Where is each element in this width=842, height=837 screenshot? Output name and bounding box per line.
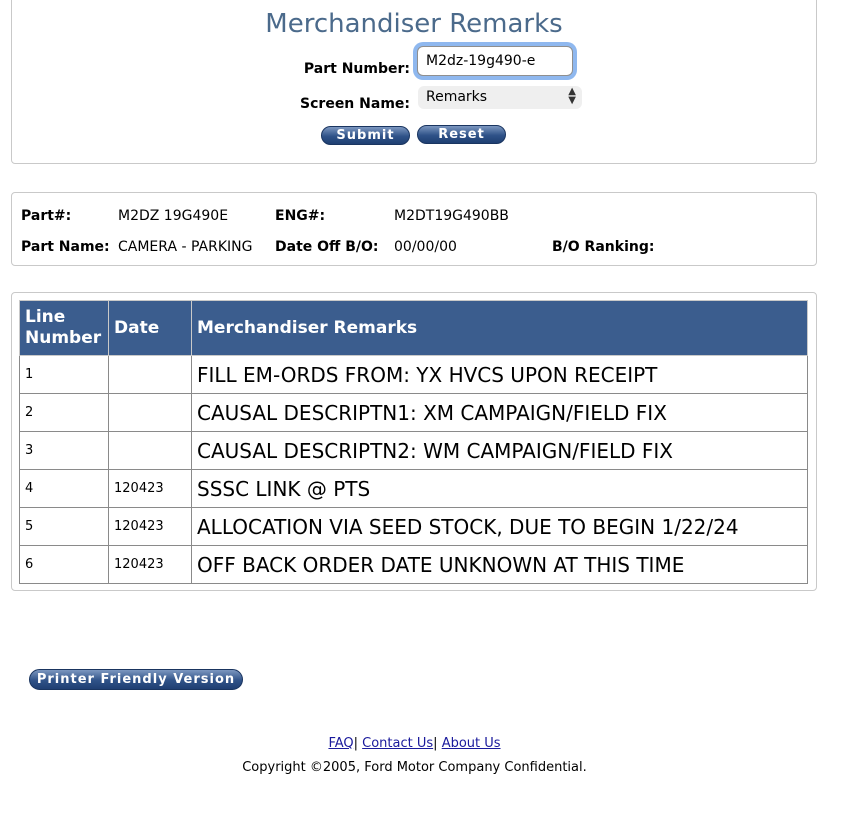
- screen-name-selected: Remarks: [426, 89, 488, 105]
- cell-date: [109, 432, 192, 470]
- cell-date: [109, 356, 192, 394]
- cell-line: 5: [20, 508, 109, 546]
- faq-link[interactable]: FAQ: [328, 736, 354, 751]
- footer-links: [0, 736, 829, 751]
- remarks-panel: [11, 292, 817, 591]
- contact-us-link[interactable]: Contact Us: [362, 736, 434, 751]
- part-summary-panel: [11, 192, 817, 266]
- cell-remark: CAUSAL DESCRIPTN2: WM CAMPAIGN/FIELD FIX: [192, 432, 808, 470]
- cell-line: 6: [20, 546, 109, 584]
- page-title: Merchandiser Remarks: [265, 9, 563, 39]
- date-off-bo-value: 00/00/00: [394, 239, 457, 255]
- copyright-text: Copyright ©2005, Ford Motor Company Confidential.: [242, 760, 587, 775]
- cell-remark: OFF BACK ORDER DATE UNKNOWN AT THIS TIME: [192, 546, 808, 584]
- cell-date: 120423: [109, 470, 192, 508]
- cell-remark: ALLOCATION VIA SEED STOCK, DUE TO BEGIN 1/22/24: [192, 508, 808, 546]
- table-row: [20, 508, 808, 546]
- part-label: Part#:: [21, 208, 72, 224]
- cell-line: 1: [20, 356, 109, 394]
- table-row: [20, 470, 808, 508]
- link-separator: |: [433, 736, 438, 751]
- part-number-input[interactable]: [417, 46, 573, 76]
- cell-line: 2: [20, 394, 109, 432]
- header-line-number: Line Number: [20, 301, 109, 356]
- eng-value: M2DT19G490BB: [394, 208, 509, 224]
- bo-ranking-label: B/O Ranking:: [552, 239, 655, 255]
- cell-remark: SSSC LINK @ PTS: [192, 470, 808, 508]
- printer-friendly-button[interactable]: Printer Friendly Version: [29, 669, 243, 690]
- reset-button[interactable]: Reset: [417, 125, 506, 144]
- part-name-label: Part Name:: [21, 239, 110, 255]
- table-row: [20, 356, 808, 394]
- cell-date: 120423: [109, 508, 192, 546]
- table-row: [20, 546, 808, 584]
- cell-line: 4: [20, 470, 109, 508]
- header-merchandiser-remarks: Merchandiser Remarks: [192, 301, 808, 356]
- screen-name-label: Screen Name:: [300, 96, 410, 112]
- part-value: M2DZ 19G490E: [118, 208, 229, 224]
- about-us-link[interactable]: About Us: [441, 736, 501, 751]
- cell-remark: FILL EM-ORDS FROM: YX HVCS UPON RECEIPT: [192, 356, 808, 394]
- header-date: Date: [109, 301, 192, 356]
- table-row: [20, 394, 808, 432]
- screen-name-select[interactable]: [418, 86, 582, 109]
- cell-line: 3: [20, 432, 109, 470]
- part-name-value: CAMERA - PARKING: [118, 239, 253, 255]
- eng-label: ENG#:: [275, 208, 326, 224]
- submit-button[interactable]: Submit: [321, 126, 410, 145]
- part-number-label: Part Number:: [303, 61, 410, 77]
- table-header-row: [20, 301, 808, 356]
- remarks-table: [19, 300, 808, 584]
- select-chevron-icon: ▲ ▼: [568, 86, 576, 106]
- cell-remark: CAUSAL DESCRIPTN1: XM CAMPAIGN/FIELD FIX: [192, 394, 808, 432]
- cell-date: 120423: [109, 546, 192, 584]
- table-row: [20, 432, 808, 470]
- search-panel: [11, 0, 817, 164]
- cell-date: [109, 394, 192, 432]
- link-separator: |: [353, 736, 359, 751]
- date-off-bo-label: Date Off B/O:: [275, 239, 379, 255]
